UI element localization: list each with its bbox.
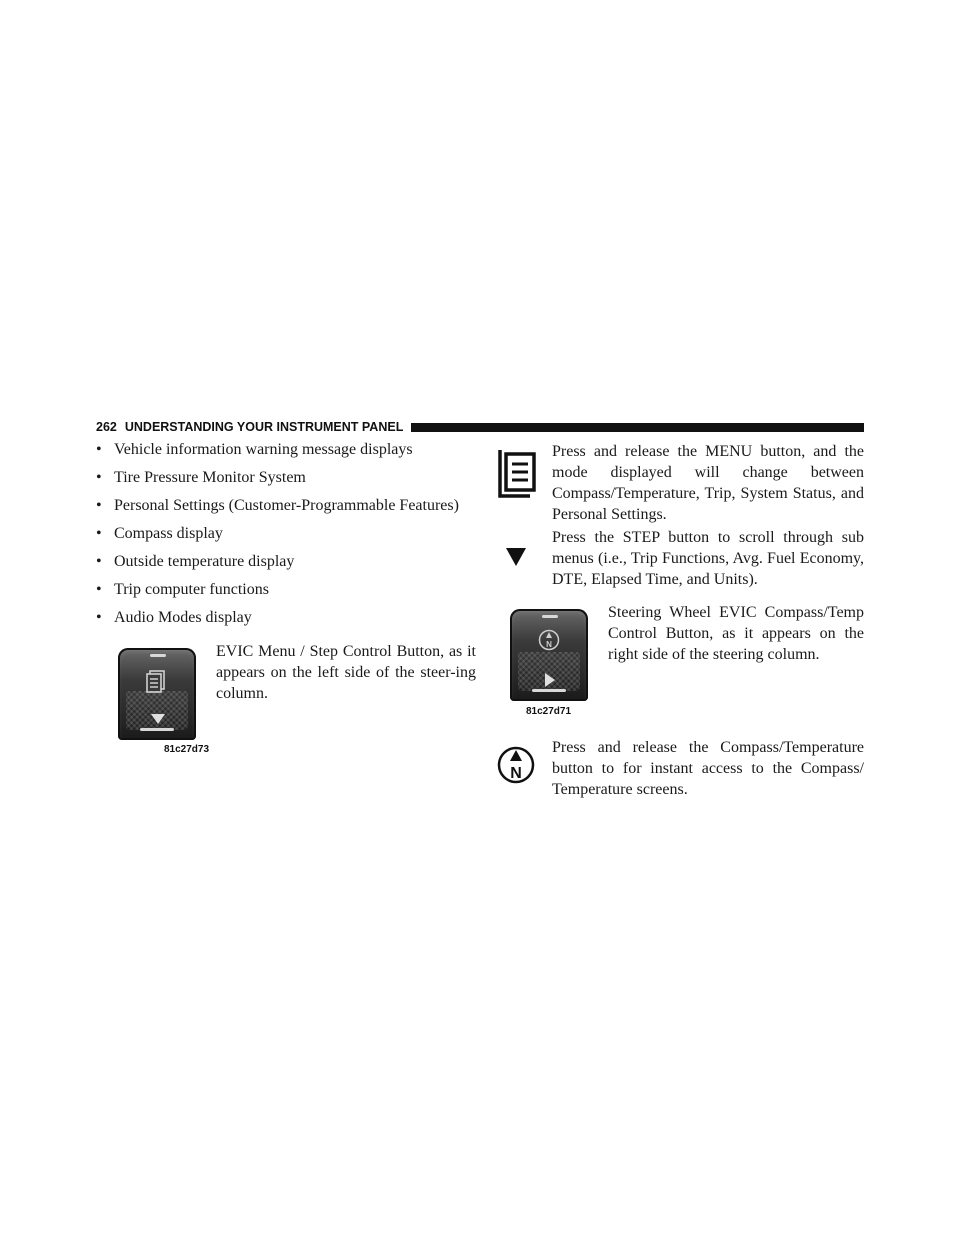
feature-item: • Compass display [96, 525, 223, 542]
top-tick [542, 615, 558, 618]
section-title: UNDERSTANDING YOUR INSTRUMENT PANEL [124, 420, 404, 434]
triangle-down-icon [151, 714, 165, 724]
bullet: • [96, 497, 102, 514]
menu-instruction: Press and release the MENU button, and the mode displayed will change between Compass/Temperature, Trip, System Status, and Personal Settings. [552, 443, 864, 523]
feature-item: • Outside temperature display [96, 553, 295, 570]
compass-n-icon [497, 745, 535, 785]
page-number: 262 [96, 420, 117, 434]
bullet: • [96, 441, 102, 458]
bottom-tick [532, 689, 566, 692]
compass-temp-figure [502, 603, 602, 721]
evic-menu-caption: EVIC Menu / Step Control Button, as it appears on the left side of the steer-ing column. [216, 643, 476, 702]
image-id-label: 81c27d71 [526, 706, 572, 717]
triangle-down-icon [506, 548, 526, 566]
compass-temp-button-photo [510, 609, 588, 701]
feature-item: • Personal Settings (Customer-Programmable Features) [96, 497, 459, 514]
svg-text:N: N [510, 765, 522, 782]
feature-item: • Trip computer functions [96, 581, 269, 598]
bottom-tick [140, 728, 174, 731]
feature-list [96, 440, 476, 628]
bullet: • [96, 525, 102, 542]
left-column [96, 440, 476, 636]
feature-item: • Vehicle information warning message displays [96, 441, 413, 458]
svg-text:N: N [546, 640, 552, 649]
top-tick [150, 654, 166, 657]
compass-n-icon [538, 629, 560, 651]
page-header [96, 418, 864, 436]
knurl-texture [126, 691, 188, 730]
compass-figure-caption: Steering Wheel EVIC Compass/Temp Control Button, as it appears on the right side of the steering column. [608, 604, 864, 663]
image-id-label: 81c27d73 [164, 744, 210, 755]
feature-item: • Tire Pressure Monitor System [96, 469, 306, 486]
bullet: • [96, 553, 102, 570]
bullet: • [96, 609, 102, 626]
menu-list-icon [494, 448, 538, 498]
bullet: • [96, 581, 102, 598]
feature-item: • Audio Modes display [96, 609, 252, 626]
evic-menu-step-button-photo [118, 648, 196, 740]
bullet: • [96, 469, 102, 486]
header-rule [411, 423, 864, 432]
evic-menu-step-figure [110, 640, 210, 760]
compass-instruction: Press and release the Compass/Temperature button to for instant access to the Compass/ Temperature screens. [552, 739, 864, 798]
step-instruction: Press the STEP button to scroll through sub menus (i.e., Trip Functions, Avg. Fuel Economy, DTE, Elapsed Time, and Units). [552, 529, 864, 588]
triangle-right-icon [545, 673, 555, 687]
